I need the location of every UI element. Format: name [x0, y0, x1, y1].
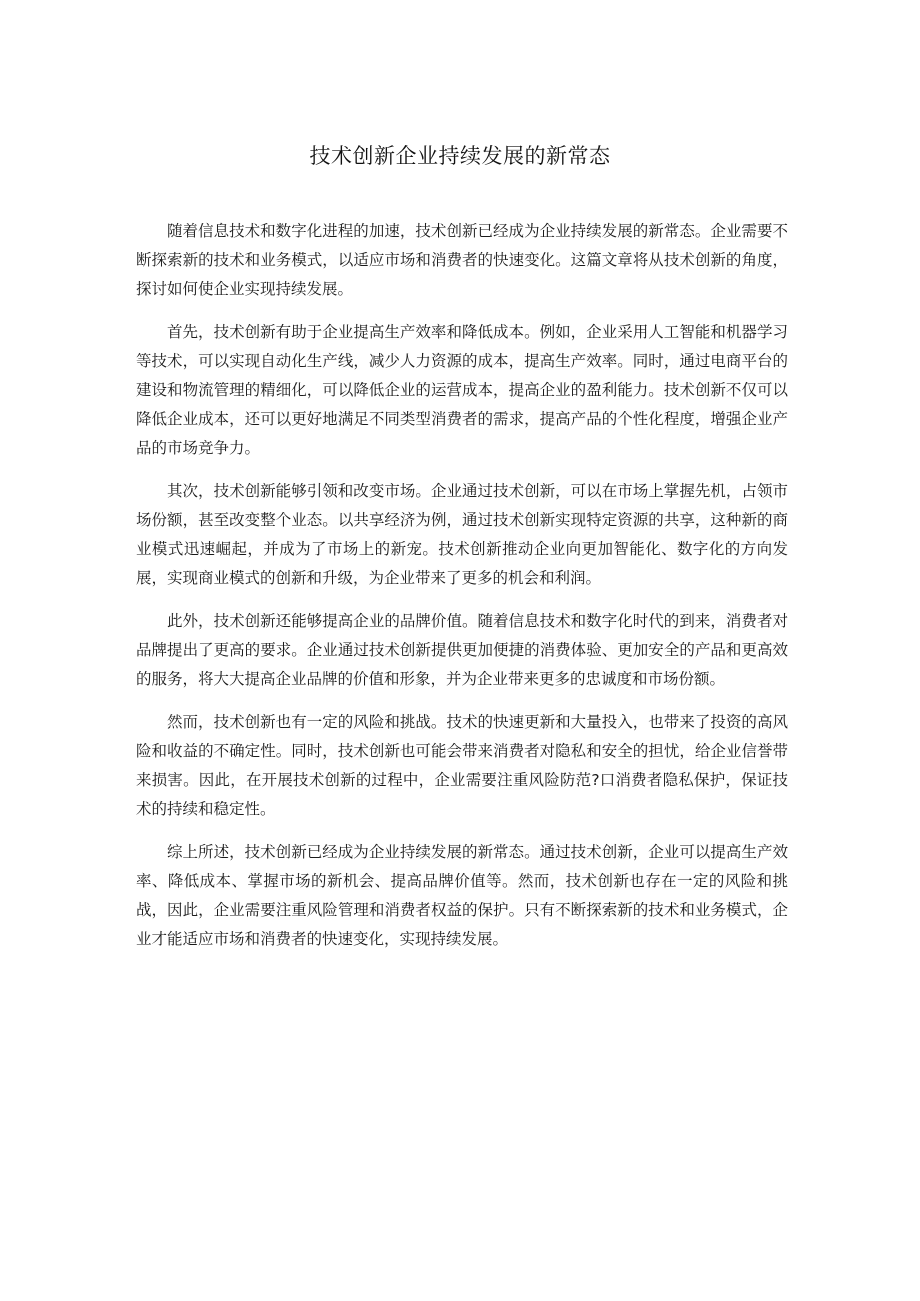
paragraph-brand: 此外，技术创新还能够提高企业的品牌价值。随着信息技术和数字化时代的到来，消费者对品牌提出了更高的要求。企业通过技术创新提供更加便捷的消费体验、更加安全的产品和更高效的服务，将大大提高企业品牌的价值和形象，并为企业带来更多的忠诚度和市场份额。	[136, 612, 788, 688]
paragraph-risk: 然而，技术创新也有一定的风险和挑战。技术的快速更新和大量投入，也带来了投资的高风险和收益的不确定性。同时，技术创新也可能会带来消费者对隐私和安全的担忧，给企业信誉带来损害。因此，在开展技术创新的过程中，企业需要注重风险防范?口消费者隐私保护，保证技术的持续和稳定性。	[136, 713, 788, 818]
paragraph-conclusion: 综上所述，技术创新已经成为企业持续发展的新常态。通过技术创新，企业可以提高生产效率、降低成本、掌握市场的新机会、提高品牌价值等。然而，技术创新也存在一定的风险和挑战，因此，企业需要注重风险管理和消费者权益的保护。只有不断探索新的技术和业务模式，企业才能适应市场和消费者的快速变化，实现持续发展。	[136, 843, 788, 948]
paragraph-efficiency: 首先，技术创新有助于企业提高生产效率和降低成本。例如，企业采用人工智能和机器学习等技术，可以实现自动化生产线，减少人力资源的成本，提高生产效率。同时，通过电商平台的建设和物流管理的精细化，可以降低企业的运营成本，提高企业的盈利能力。技术创新不仅可以降低企业成本，还可以更好地满足不同类型消费者的需求，提高产品的个性化程度，增强企业产品的市场竞争力。	[136, 323, 788, 457]
paragraph-intro: 随着信息技术和数字化进程的加速，技术创新已经成为企业持续发展的新常态。企业需要不断探索新的技术和业务模式，以适应市场和消费者的快速变化。这篇文章将从技术创新的角度，探讨如何使企业实现持续发展。	[136, 222, 788, 298]
document-body	[136, 217, 788, 968]
document-title: 技术创新企业持续发展的新常态	[309, 144, 611, 168]
paragraph-market: 其次，技术创新能够引领和改变市场。企业通过技术创新，可以在市场上掌握先机，占领市场份额，甚至改变整个业态。以共享经济为例，通过技术创新实现特定资源的共享，这种新的商业模式迅速崛起，并成为了市场上的新宠。技术创新推动企业向更加智能化、数字化的方向发展，实现商业模式的创新和升级，为企业带来了更多的机会和利润。	[136, 482, 788, 587]
